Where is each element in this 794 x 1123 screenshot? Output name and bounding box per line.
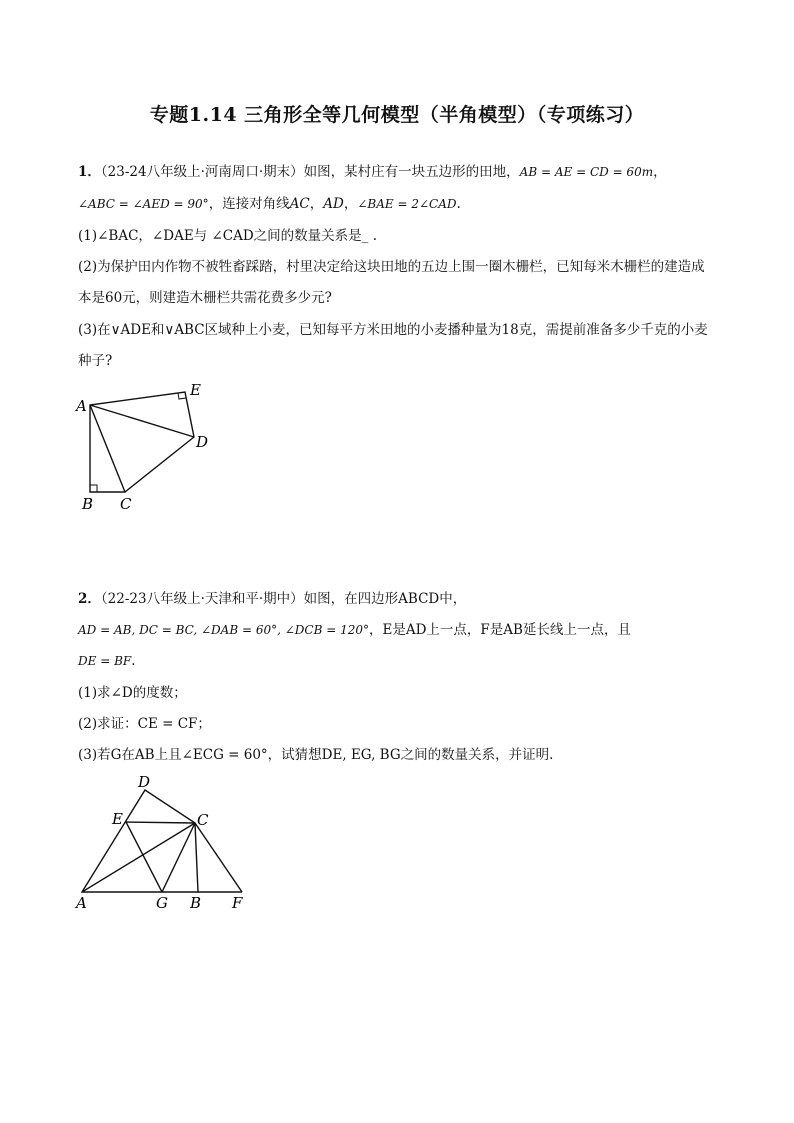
q1-eq3: ∠BAE = 2∠CAD [357,197,457,211]
q1-eq2: ∠ABC = ∠AED = 90° [78,197,209,211]
q2-segment-cf [195,823,242,892]
q1-label-d: D [196,433,209,451]
q2-quadrilateral [82,790,198,892]
q2-label-f: F [232,894,243,912]
q2-segment-eg [126,822,162,892]
q1-diagonal-ad [90,405,194,437]
q1-eq1-tail: ， [653,164,667,180]
q2-segment-ec [126,822,195,823]
q1-part-1: (1)∠BAC，∠DAE与 ∠CAD之间的数量关系是_ . [78,228,378,244]
q1-number: 1． [78,164,101,180]
q1-label-a: A [76,397,87,415]
q2-conditions: AD = AB, DC = BC, ∠DAB = 60°, ∠DCB = 120° [78,623,369,637]
q1-right-angle-b [90,485,97,492]
q2-label-d: D [138,773,151,791]
page-title: 专题1.14 三角形全等几何模型（半角模型）（专项练习） [149,104,645,126]
q1-line-1 [78,163,667,181]
q2-part-1: (1)求∠D的度数； [78,685,187,701]
q1-intro: 如图，某村庄有一块五边形的田地， [303,164,520,180]
q2-number: 2． [78,591,101,607]
q1-label-b: B [82,495,94,513]
q1-label-e: E [190,381,201,399]
q1-part-3b: 种子? [78,353,113,369]
q2-line-3 [78,652,136,670]
q1-source: （23-24八年级上·河南周口·期末） [100,164,304,180]
q1-comma-1: ， [309,196,324,212]
q1-ac: AC [289,196,310,212]
q1-part-2a: (2)为保护田内作物不被牲畜踩踏，村里决定给这块田地的五边上围一圈木栅栏，已知每米木栅栏的建造成 [78,259,705,275]
q1-part-3a: (3)在∨ADE和∨ABC区域种上小麦，已知每平方米田地的小麦播种量为18克，需提前准备多少千克的小麦 [78,322,708,338]
q2-figure [70,770,260,915]
q2-condition-2-tail: . [131,653,136,669]
q2-line-2 [78,621,631,639]
q2-label-c: C [197,811,209,829]
q1-ad: AD [323,196,344,212]
q1-comma-2: ， [343,196,358,212]
q1-eq2-mid: ，连接对角线 [208,196,290,212]
q1-part-2b: 本是60元，则建造木栅栏共需花费多少元? [78,290,332,306]
q2-source: （22-23八年级上·天津和平·期中） [100,591,304,607]
q2-conditions-tail: ，E是AD上一点，F是AB延长线上一点，且 [369,622,631,638]
q2-part-3: (3)若G在AB上且∠ECG = 60°，试猜想DE, EG, BG之间的数量关系，并证明. [78,747,554,763]
q2-part-2: (2)求证：CE = CF； [78,716,211,732]
q1-period: . [456,196,461,212]
q1-diagonal-ac [90,405,125,492]
q1-line-2 [78,195,461,213]
q2-label-e: E [112,810,123,828]
q1-label-c: C [120,495,132,513]
q2-label-g: G [156,894,168,912]
q1-figure [70,375,230,520]
q2-condition-2: DE = BF [78,654,132,668]
q2-intro: 如图，在四边形ABCD中， [303,591,467,607]
q2-label-a: A [76,894,87,912]
q1-eq1: AB = AE = CD = 60m [519,165,654,179]
q2-line-1 [78,590,466,608]
q2-label-b: B [190,894,202,912]
